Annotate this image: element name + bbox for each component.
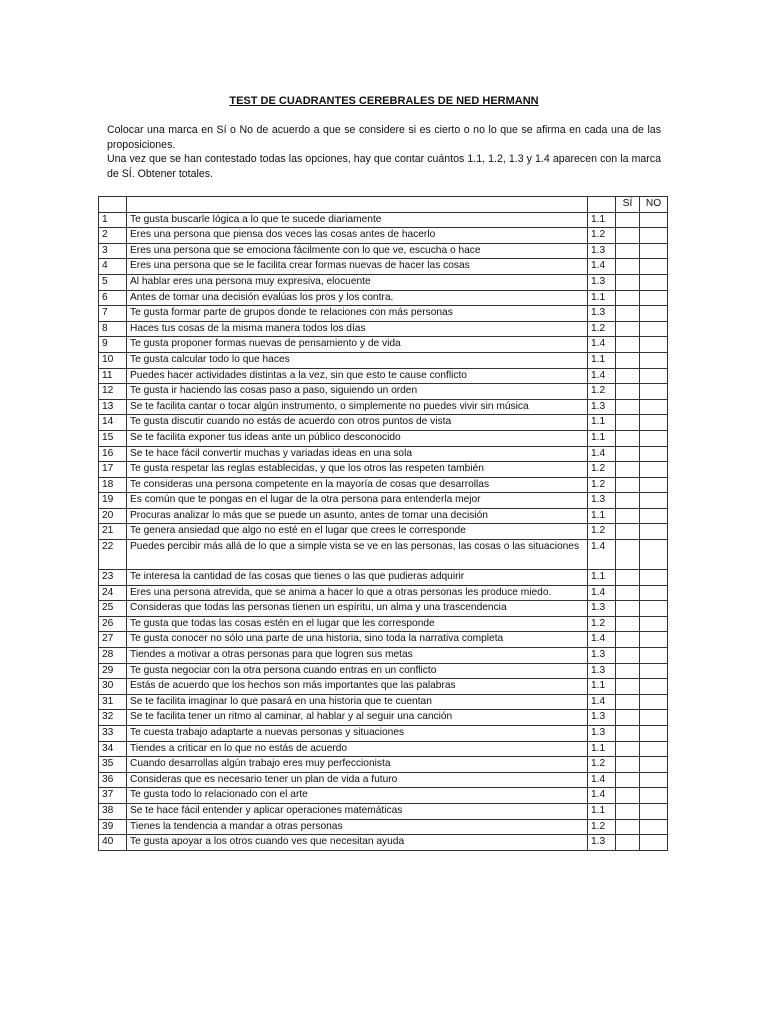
item-number: 2 — [99, 228, 127, 244]
table-row — [99, 616, 668, 632]
item-number: 10 — [99, 352, 127, 368]
no-answer-cell[interactable] — [640, 788, 668, 804]
no-answer-cell[interactable] — [640, 741, 668, 757]
no-answer-cell[interactable] — [640, 726, 668, 742]
no-answer-cell[interactable] — [640, 493, 668, 509]
si-answer-cell[interactable] — [616, 757, 640, 773]
no-answer-cell[interactable] — [640, 415, 668, 431]
table-row — [99, 259, 668, 275]
item-statement: Estás de acuerdo que los hechos son más importantes que las palabras — [127, 679, 588, 695]
table-header-row — [99, 197, 668, 213]
item-statement: Procuras analizar lo más que se puede un asunto, antes de tomar una decisión — [127, 508, 588, 524]
no-answer-cell[interactable] — [640, 368, 668, 384]
item-statement: Puedes hacer actividades distintas a la vez, sin que esto te cause conflicto — [127, 368, 588, 384]
item-number: 18 — [99, 477, 127, 493]
si-answer-cell[interactable] — [616, 508, 640, 524]
no-answer-cell[interactable] — [640, 321, 668, 337]
no-answer-cell[interactable] — [640, 540, 668, 570]
table-row — [99, 570, 668, 586]
no-answer-cell[interactable] — [640, 508, 668, 524]
si-answer-cell[interactable] — [616, 819, 640, 835]
item-quadrant-code: 1.1 — [588, 741, 616, 757]
item-number: 20 — [99, 508, 127, 524]
instructions-paragraph-2: Una vez que se han contestado todas las opciones, hay que contar cuántos 1.1, 1.2, 1.3 y 1.4 aparecen con la marca de SÍ. Obtener totales. — [107, 153, 661, 180]
table-row — [99, 788, 668, 804]
no-answer-cell[interactable] — [640, 290, 668, 306]
si-answer-cell[interactable] — [616, 399, 640, 415]
si-answer-cell[interactable] — [616, 524, 640, 540]
item-quadrant-code: 1.4 — [588, 788, 616, 804]
item-quadrant-code: 1.3 — [588, 710, 616, 726]
item-statement: Tienes la tendencia a mandar a otras personas — [127, 819, 588, 835]
item-quadrant-code: 1.2 — [588, 819, 616, 835]
item-statement: Te gusta formar parte de grupos donde te relaciones con más personas — [127, 306, 588, 322]
item-quadrant-code: 1.1 — [588, 508, 616, 524]
item-quadrant-code: 1.1 — [588, 679, 616, 695]
item-statement: Te consideras una persona competente en la mayoría de cosas que desarrollas — [127, 477, 588, 493]
item-quadrant-code: 1.1 — [588, 430, 616, 446]
item-quadrant-code: 1.3 — [588, 601, 616, 617]
item-quadrant-code: 1.2 — [588, 228, 616, 244]
item-statement: Se te facilita tener un ritmo al caminar, al hablar y al seguir una canción — [127, 710, 588, 726]
table-row — [99, 493, 668, 509]
table-row — [99, 694, 668, 710]
si-answer-cell[interactable] — [616, 601, 640, 617]
si-answer-cell[interactable] — [616, 570, 640, 586]
item-quadrant-code: 1.4 — [588, 694, 616, 710]
item-statement: Puedes percibir más allá de lo que a simple vista se ve en las personas, las cosas o las situaciones — [127, 540, 588, 570]
item-number: 33 — [99, 726, 127, 742]
item-quadrant-code: 1.2 — [588, 477, 616, 493]
table-row — [99, 601, 668, 617]
table-row — [99, 679, 668, 695]
item-quadrant-code: 1.3 — [588, 493, 616, 509]
item-statement: Es común que te pongas en el lugar de la otra persona para entenderla mejor — [127, 493, 588, 509]
si-answer-cell[interactable] — [616, 648, 640, 664]
si-answer-cell[interactable] — [616, 430, 640, 446]
si-answer-cell[interactable] — [616, 679, 640, 695]
item-statement: Te gusta negociar con la otra persona cuando entras en un conflicto — [127, 663, 588, 679]
si-answer-cell[interactable] — [616, 384, 640, 400]
item-quadrant-code: 1.1 — [588, 570, 616, 586]
item-statement: Te gusta conocer no sólo una parte de una historia, sino toda la narrativa completa — [127, 632, 588, 648]
table-row — [99, 757, 668, 773]
item-quadrant-code: 1.2 — [588, 757, 616, 773]
item-quadrant-code: 1.2 — [588, 384, 616, 400]
item-statement: Se te hace fácil entender y aplicar operaciones matemáticas — [127, 803, 588, 819]
header-si: SÍ — [616, 197, 640, 213]
item-quadrant-code: 1.4 — [588, 585, 616, 601]
instructions-paragraph-1: Colocar una marca en Sí o No de acuerdo a que se considere si es cierto o no lo que se afirma en cada una de las proposiciones. — [107, 124, 661, 151]
item-number: 22 — [99, 540, 127, 570]
no-answer-cell[interactable] — [640, 710, 668, 726]
si-answer-cell[interactable] — [616, 540, 640, 570]
si-answer-cell[interactable] — [616, 772, 640, 788]
item-number: 24 — [99, 585, 127, 601]
item-number: 29 — [99, 663, 127, 679]
table-row — [99, 632, 668, 648]
item-number: 28 — [99, 648, 127, 664]
questionnaire-table — [98, 196, 668, 851]
table-row — [99, 663, 668, 679]
item-number: 27 — [99, 632, 127, 648]
no-answer-cell[interactable] — [640, 306, 668, 322]
no-answer-cell[interactable] — [640, 462, 668, 478]
si-answer-cell[interactable] — [616, 663, 640, 679]
item-number: 1 — [99, 212, 127, 228]
table-row — [99, 352, 668, 368]
si-answer-cell[interactable] — [616, 477, 640, 493]
item-quadrant-code: 1.3 — [588, 648, 616, 664]
item-statement: Te gusta todo lo relacionado con el arte — [127, 788, 588, 804]
item-statement: Te gusta apoyar a los otros cuando ves que necesitan ayuda — [127, 835, 588, 851]
item-number: 19 — [99, 493, 127, 509]
table-row — [99, 477, 668, 493]
no-answer-cell[interactable] — [640, 835, 668, 851]
item-number: 21 — [99, 524, 127, 540]
no-answer-cell[interactable] — [640, 477, 668, 493]
si-answer-cell[interactable] — [616, 290, 640, 306]
no-answer-cell[interactable] — [640, 337, 668, 353]
table-row — [99, 772, 668, 788]
item-number: 31 — [99, 694, 127, 710]
item-statement: Se te hace fácil convertir muchas y variadas ideas en una sola — [127, 446, 588, 462]
table-row — [99, 726, 668, 742]
item-quadrant-code: 1.4 — [588, 368, 616, 384]
si-answer-cell[interactable] — [616, 493, 640, 509]
item-quadrant-code: 1.2 — [588, 321, 616, 337]
item-quadrant-code: 1.1 — [588, 212, 616, 228]
no-answer-cell[interactable] — [640, 274, 668, 290]
no-answer-cell[interactable] — [640, 803, 668, 819]
item-quadrant-code: 1.3 — [588, 726, 616, 742]
item-quadrant-code: 1.2 — [588, 462, 616, 478]
item-quadrant-code: 1.2 — [588, 524, 616, 540]
item-number: 9 — [99, 337, 127, 353]
no-answer-cell[interactable] — [640, 243, 668, 259]
item-quadrant-code: 1.4 — [588, 337, 616, 353]
no-answer-cell[interactable] — [640, 524, 668, 540]
item-number: 37 — [99, 788, 127, 804]
si-answer-cell[interactable] — [616, 446, 640, 462]
item-quadrant-code: 1.3 — [588, 663, 616, 679]
no-answer-cell[interactable] — [640, 648, 668, 664]
item-quadrant-code: 1.3 — [588, 399, 616, 415]
no-answer-cell[interactable] — [640, 585, 668, 601]
si-answer-cell[interactable] — [616, 274, 640, 290]
table-row — [99, 446, 668, 462]
item-number: 4 — [99, 259, 127, 275]
item-number: 7 — [99, 306, 127, 322]
item-quadrant-code: 1.4 — [588, 772, 616, 788]
table-row — [99, 524, 668, 540]
table-row — [99, 321, 668, 337]
si-answer-cell[interactable] — [616, 321, 640, 337]
table-row — [99, 540, 668, 570]
table-row — [99, 462, 668, 478]
si-answer-cell[interactable] — [616, 337, 640, 353]
no-answer-cell[interactable] — [640, 399, 668, 415]
si-answer-cell[interactable] — [616, 788, 640, 804]
si-answer-cell[interactable] — [616, 726, 640, 742]
table-row — [99, 384, 668, 400]
no-answer-cell[interactable] — [640, 757, 668, 773]
item-quadrant-code: 1.3 — [588, 835, 616, 851]
table-row — [99, 648, 668, 664]
item-quadrant-code: 1.2 — [588, 616, 616, 632]
item-statement: Eres una persona atrevida, que se anima a hacer lo que a otras personas les produce miedo. — [127, 585, 588, 601]
no-answer-cell[interactable] — [640, 384, 668, 400]
table-row — [99, 274, 668, 290]
item-statement: Te interesa la cantidad de las cosas que tienes o las que pudieras adquirir — [127, 570, 588, 586]
item-number: 8 — [99, 321, 127, 337]
si-answer-cell[interactable] — [616, 368, 640, 384]
item-number: 6 — [99, 290, 127, 306]
si-answer-cell[interactable] — [616, 741, 640, 757]
no-answer-cell[interactable] — [640, 259, 668, 275]
si-answer-cell[interactable] — [616, 803, 640, 819]
item-statement: Antes de tomar una decisión evalúas los pros y los contra. — [127, 290, 588, 306]
instructions — [107, 123, 661, 181]
header-code — [588, 197, 616, 213]
table-row — [99, 430, 668, 446]
item-statement: Te cuesta trabajo adaptarte a nuevas personas y situaciones — [127, 726, 588, 742]
table-row — [99, 741, 668, 757]
item-statement: Tiendes a motivar a otras personas para que logren sus metas — [127, 648, 588, 664]
document-title: TEST DE CUADRANTES CEREBRALES DE NED HERMANN — [229, 95, 539, 107]
si-answer-cell[interactable] — [616, 616, 640, 632]
item-statement: Te gusta ir haciendo las cosas paso a paso, siguiendo un orden — [127, 384, 588, 400]
table-row — [99, 835, 668, 851]
item-quadrant-code: 1.1 — [588, 352, 616, 368]
item-number: 5 — [99, 274, 127, 290]
no-answer-cell[interactable] — [640, 601, 668, 617]
no-answer-cell[interactable] — [640, 772, 668, 788]
item-number: 12 — [99, 384, 127, 400]
si-answer-cell[interactable] — [616, 352, 640, 368]
item-statement: Cuando desarrollas algún trabajo eres muy perfeccionista — [127, 757, 588, 773]
item-statement: Eres una persona que se le facilita crear formas nuevas de hacer las cosas — [127, 259, 588, 275]
questionnaire-rows — [99, 212, 668, 850]
item-quadrant-code: 1.1 — [588, 290, 616, 306]
item-quadrant-code: 1.4 — [588, 446, 616, 462]
item-statement: Consideras que todas las personas tienen un espíritu, un alma y una trascendencia — [127, 601, 588, 617]
table-row — [99, 228, 668, 244]
item-number: 30 — [99, 679, 127, 695]
table-row — [99, 368, 668, 384]
table-row — [99, 290, 668, 306]
si-answer-cell[interactable] — [616, 415, 640, 431]
item-statement: Eres una persona que se emociona fácilmente con lo que ve, escucha o hace — [127, 243, 588, 259]
no-answer-cell[interactable] — [640, 446, 668, 462]
si-answer-cell[interactable] — [616, 212, 640, 228]
item-number: 25 — [99, 601, 127, 617]
table-row — [99, 710, 668, 726]
no-answer-cell[interactable] — [640, 430, 668, 446]
item-statement: Te gusta discutir cuando no estás de acuerdo con otros puntos de vista — [127, 415, 588, 431]
si-answer-cell[interactable] — [616, 306, 640, 322]
table-row — [99, 508, 668, 524]
si-answer-cell[interactable] — [616, 710, 640, 726]
item-statement: Te gusta buscarle lógica a lo que te sucede diariamente — [127, 212, 588, 228]
si-answer-cell[interactable] — [616, 585, 640, 601]
header-no: NO — [640, 197, 668, 213]
item-number: 15 — [99, 430, 127, 446]
header-statement — [127, 197, 588, 213]
item-quadrant-code: 1.3 — [588, 306, 616, 322]
item-quadrant-code: 1.4 — [588, 632, 616, 648]
table-row — [99, 306, 668, 322]
item-number: 32 — [99, 710, 127, 726]
item-number: 38 — [99, 803, 127, 819]
item-statement: Te gusta respetar las reglas establecidas, y que los otros las respeten también — [127, 462, 588, 478]
item-quadrant-code: 1.4 — [588, 540, 616, 570]
item-quadrant-code: 1.4 — [588, 259, 616, 275]
no-answer-cell[interactable] — [640, 616, 668, 632]
item-statement: Te gusta que todas las cosas estén en el lugar que les corresponde — [127, 616, 588, 632]
si-answer-cell[interactable] — [616, 694, 640, 710]
item-number: 35 — [99, 757, 127, 773]
item-quadrant-code: 1.1 — [588, 803, 616, 819]
item-number: 26 — [99, 616, 127, 632]
item-number: 36 — [99, 772, 127, 788]
item-number: 39 — [99, 819, 127, 835]
no-answer-cell[interactable] — [640, 663, 668, 679]
no-answer-cell[interactable] — [640, 632, 668, 648]
item-statement: Haces tus cosas de la misma manera todos los días — [127, 321, 588, 337]
item-number: 13 — [99, 399, 127, 415]
table-row — [99, 337, 668, 353]
table-row — [99, 243, 668, 259]
no-answer-cell[interactable] — [640, 352, 668, 368]
item-number: 17 — [99, 462, 127, 478]
item-number: 34 — [99, 741, 127, 757]
table-row — [99, 415, 668, 431]
item-number: 16 — [99, 446, 127, 462]
si-answer-cell[interactable] — [616, 632, 640, 648]
item-statement: Se te facilita exponer tus ideas ante un público desconocido — [127, 430, 588, 446]
item-statement: Se te facilita imaginar lo que pasará en una historia que te cuentan — [127, 694, 588, 710]
item-statement: Te gusta proponer formas nuevas de pensamiento y de vida — [127, 337, 588, 353]
item-statement: Eres una persona que piensa dos veces las cosas antes de hacerlo — [127, 228, 588, 244]
item-quadrant-code: 1.1 — [588, 415, 616, 431]
si-answer-cell[interactable] — [616, 462, 640, 478]
item-number: 3 — [99, 243, 127, 259]
si-answer-cell[interactable] — [616, 228, 640, 244]
table-row — [99, 212, 668, 228]
item-quadrant-code: 1.3 — [588, 243, 616, 259]
item-number: 11 — [99, 368, 127, 384]
item-number: 40 — [99, 835, 127, 851]
item-statement: Consideras que es necesario tener un plan de vida a futuro — [127, 772, 588, 788]
table-row — [99, 803, 668, 819]
no-answer-cell[interactable] — [640, 679, 668, 695]
table-row — [99, 399, 668, 415]
no-answer-cell[interactable] — [640, 228, 668, 244]
si-answer-cell[interactable] — [616, 243, 640, 259]
item-statement: Te gusta calcular todo lo que haces — [127, 352, 588, 368]
item-statement: Al hablar eres una persona muy expresiva, elocuente — [127, 274, 588, 290]
no-answer-cell[interactable] — [640, 212, 668, 228]
table-row — [99, 819, 668, 835]
item-statement: Se te facilita cantar o tocar algún instrumento, o simplemente no puedes vivir sin música — [127, 399, 588, 415]
header-number — [99, 197, 127, 213]
si-answer-cell[interactable] — [616, 259, 640, 275]
si-answer-cell[interactable] — [616, 835, 640, 851]
item-quadrant-code: 1.3 — [588, 274, 616, 290]
no-answer-cell[interactable] — [640, 819, 668, 835]
no-answer-cell[interactable] — [640, 694, 668, 710]
item-statement: Tiendes a criticar en lo que no estás de acuerdo — [127, 741, 588, 757]
item-number: 14 — [99, 415, 127, 431]
item-statement: Te genera ansiedad que algo no esté en el lugar que crees le corresponde — [127, 524, 588, 540]
item-number: 23 — [99, 570, 127, 586]
table-row — [99, 585, 668, 601]
no-answer-cell[interactable] — [640, 570, 668, 586]
